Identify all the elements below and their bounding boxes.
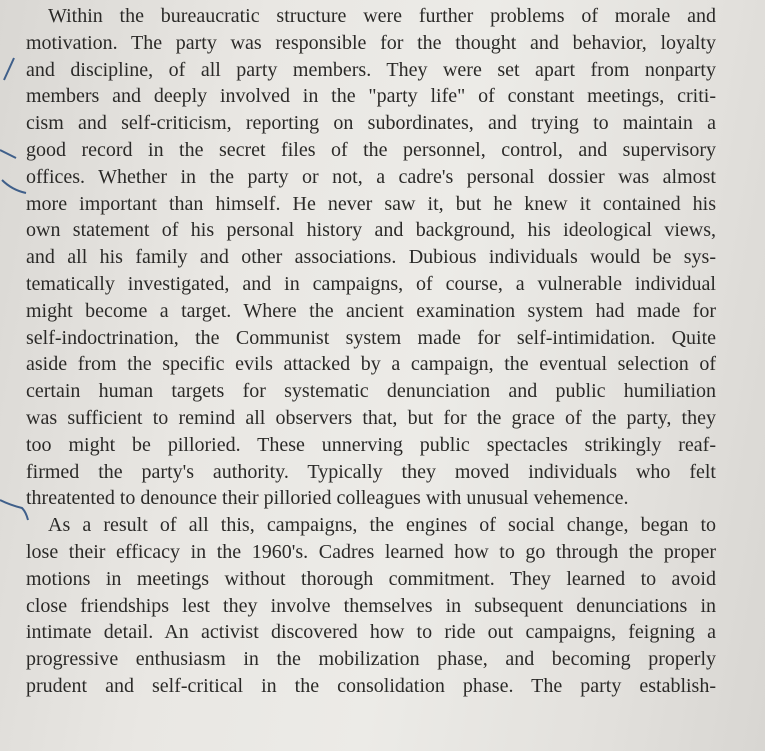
text-line: cism and self-criticism, reporting on subordinates, and trying to maintain a (26, 112, 716, 135)
text-line: good record in the secret files of the personnel, control, and supervisory (26, 138, 716, 161)
text-line: lose their efficacy in the 1960's. Cadres learned how to go through the proper (26, 540, 716, 563)
text-line: As a result of all this, campaigns, the engines of social change, began to (48, 514, 716, 537)
text-line: offices. Whether in the party or not, a cadre's personal dossier was almost (26, 165, 716, 188)
text-line: Within the bureaucratic structure were further problems of morale and (48, 5, 716, 27)
text-line: progressive enthusiasm in the mobilization phase, and becoming properly (26, 648, 716, 671)
text-line: prudent and self-critical in the consolidation phase. The party establish- (26, 674, 716, 697)
text-line: members and deeply involved in the "party life" of constant meetings, criti- (26, 85, 716, 108)
text-line: close friendships lest they involve themselves in subsequent denunciations in (26, 594, 716, 617)
text-line: certain human targets for systematic denunciation and public humiliation (26, 380, 716, 403)
text-line: motions in meetings without thorough commitment. They learned to avoid (26, 567, 716, 590)
text-line: firmed the party's authority. Typically they moved individuals who felt (26, 460, 716, 483)
text-line: was sufficient to remind all observers that, but for the grace of the party, they (26, 406, 716, 429)
text-line: more important than himself. He never saw it, but he knew it contained his (26, 192, 716, 215)
margin-pen-hook (0, 500, 28, 520)
margin-pen-tick (0, 150, 16, 158)
text-line: threatented to denounce their pilloried colleagues with unusual vehemence. (26, 487, 629, 510)
body-text (26, 3, 716, 700)
text-line: and all his family and other associations. Dubious individuals would be sys- (26, 246, 716, 269)
margin-pen-curve (2, 180, 26, 193)
text-line: own statement of his personal history and background, his ideological views, (26, 219, 716, 242)
text-line: might become a target. Where the ancient examination system had made for (26, 299, 716, 322)
text-line: tematically investigated, and in campaigns, of course, a vulnerable individual (26, 272, 716, 295)
margin-pen-stroke (4, 58, 14, 80)
text-line: aside from the specific evils attacked by a campaign, the eventual selection of (26, 353, 716, 376)
text-line: too might be pilloried. These unnerving public spectacles strikingly reaf- (26, 433, 716, 456)
text-line: and discipline, of all party members. They were set apart from nonparty (26, 58, 716, 81)
text-line: motivation. The party was responsible for the thought and behavior, loyalty (26, 31, 716, 54)
text-line: intimate detail. An activist discovered how to ride out campaigns, feigning a (26, 621, 716, 644)
text-line: self-indoctrination, the Communist system made for self-intimidation. Quite (26, 326, 716, 349)
